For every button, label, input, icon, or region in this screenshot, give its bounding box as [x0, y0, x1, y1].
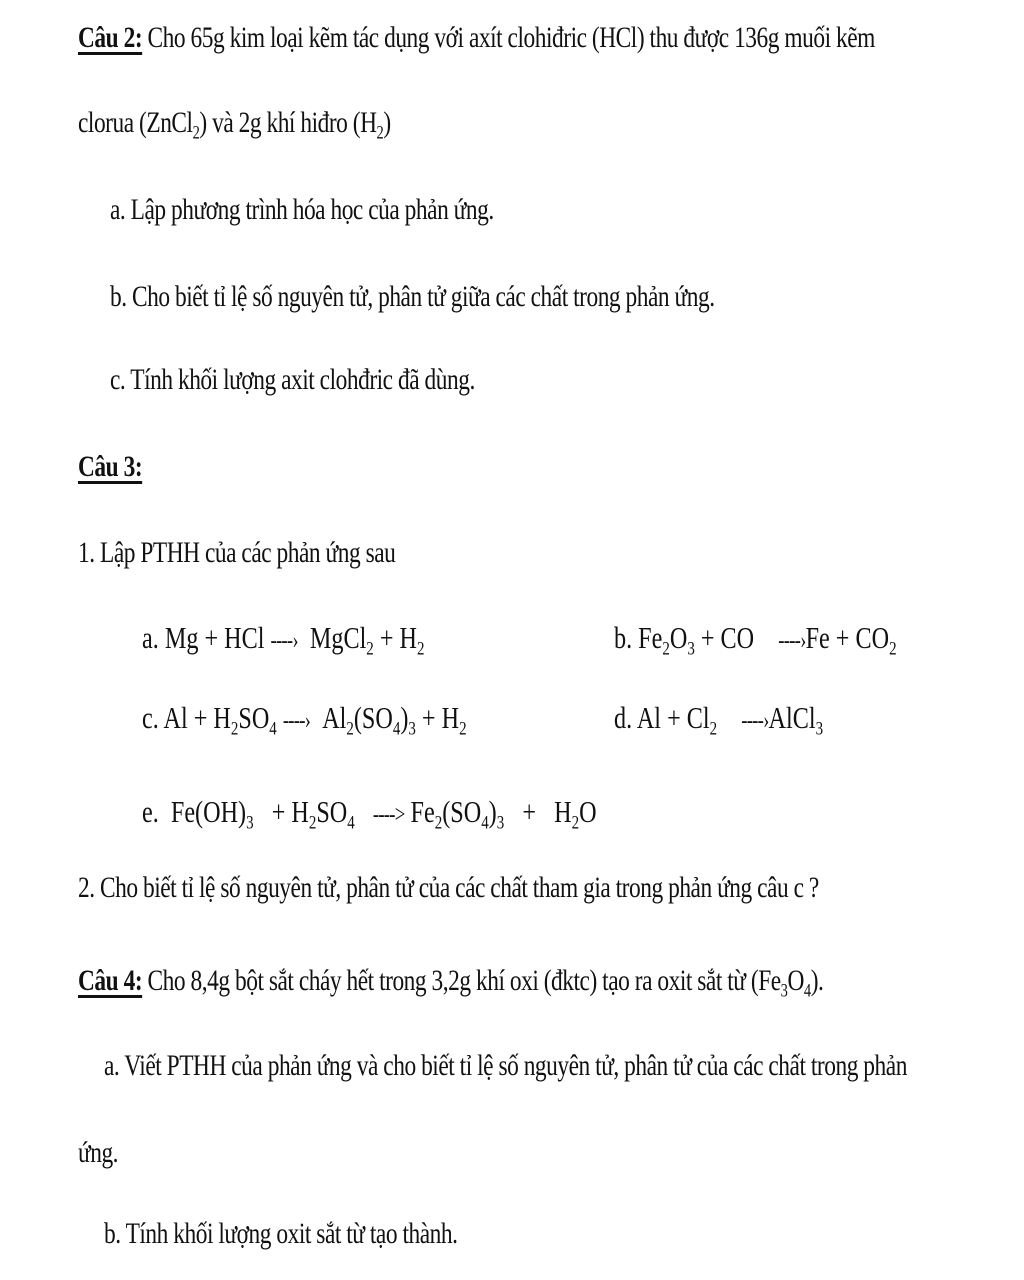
equation-c: c. $Al + H_2SO_4$ ----› $Al_2(SO_4)_3 + H_2$ [142, 700, 467, 740]
cau4-a-cont: ứng. [78, 1136, 119, 1169]
cau3-label: Câu 3: [78, 450, 143, 483]
cau3-q1: 1. Lập PTHH của các phản ứng sau [78, 536, 396, 569]
equation-d: d. $Al + Cl_2$ ----›AlCl$_3$ [614, 700, 824, 740]
cau4-b: b. Tính khối lượng oxit sắt từ tạo thành. [104, 1217, 458, 1250]
cau4-a: a. Viết PTHH của phản ứng và cho biết tỉ lệ số nguyên tử, phân tử của các chất trong phản [104, 1049, 907, 1082]
cau2-b: b. Cho biết tỉ lệ số nguyên tử, phân tử giữa các chất trong phản ứng. [110, 280, 715, 313]
cau2-c: c. Tính khối lượng axit clohđric đã dùng. [110, 363, 475, 396]
cau2-a: a. Lập phương trình hóa học của phản ứng. [110, 193, 494, 226]
cau2-line2: clorua (ZnCl$_2$) và 2g khí hiđro $(H_2)$ [78, 106, 391, 144]
equation-b: b. $Fe_2O_3$ + CO ----›Fe + $CO_2$ [614, 620, 897, 660]
equation-e: e. $Fe(OH)_3 + H_2SO_4$ ----> $Fe_2(SO_4)_3 + H_2O$ [142, 794, 597, 834]
cau4-label: Câu 4: [78, 964, 143, 997]
cau2-text: Cho 65g kim loại kẽm tác dụng với axít clohiđric (HCl) thu được 136g muối kẽm [142, 21, 875, 54]
equation-a: a. Mg + HCl ----› MgCl$_2$ + $H_2$ [142, 620, 425, 660]
cau3-q2: 2. Cho biết tỉ lệ số nguyên tử, phân tử của các chất tham gia trong phản ứng câu c ? [78, 871, 819, 904]
cau4-line1: Câu 4: Cho 8,4g bột sắt cháy hết trong 3,2g khí oxi (đktc) tạo ra oxit sắt từ $(Fe_3O_4)$. [78, 964, 824, 1002]
cau2-line1 [78, 18, 875, 58]
cau2-label: Câu 2: [78, 21, 143, 54]
